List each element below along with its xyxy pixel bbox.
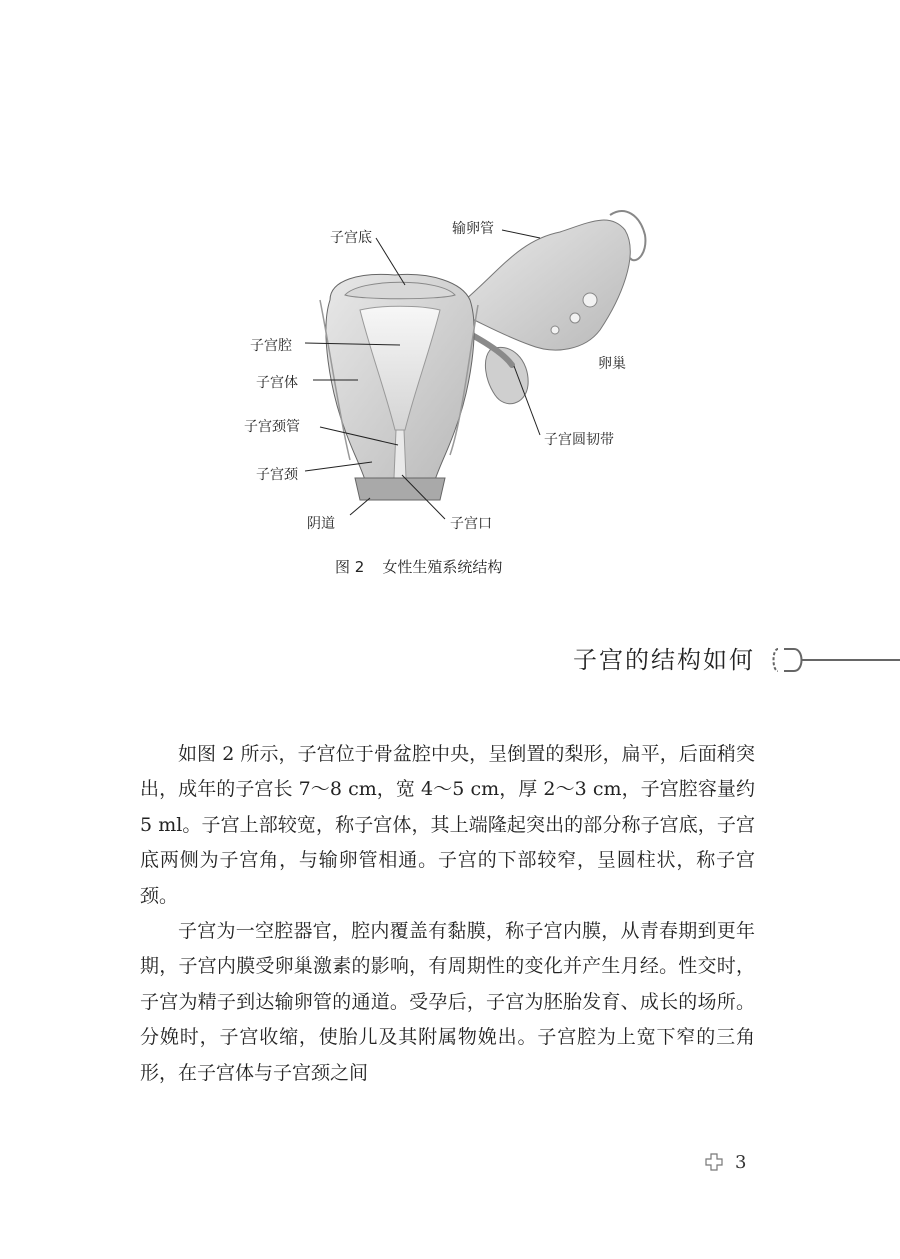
paragraph: 子宫为一空腔器官，腔内覆盖有黏膜，称子宫内膜，从青春期到更年期，子宫内膜受卵巢激素的影响，有周期性的变化并产生月经。性交时，子宫为精子到达输卵管的通道。受孕后，子宫为胚胎发育、成长的场所。分娩时，子宫收缩，使胎儿及其附属物娩出。子宫腔为上宽下窄的三角形，在子宫体与子宫颈之间 [140, 920, 755, 1084]
label-fundus: 子宫底 [330, 230, 372, 246]
label-uterine-cavity: 子宫腔 [250, 338, 292, 354]
label-cervical-canal: 子宫颈管 [244, 419, 300, 435]
ovary-follicle [583, 293, 597, 307]
ovary-follicle [570, 313, 580, 323]
title-decoration-icon [770, 645, 900, 675]
figure-caption-number: 图 2 [335, 558, 365, 576]
figure-caption [335, 556, 502, 577]
label-round-ligament: 子宫圆韧带 [544, 432, 614, 448]
page-footer [705, 1150, 746, 1174]
cervical-canal-shape [394, 430, 406, 478]
label-vagina: 阴道 [307, 516, 335, 532]
paragraph: 如图 2 所示，子宫位于骨盆腔中央，呈倒置的梨形，扁平，后面稍突出，成年的子宫长 7～8 cm，宽 4～5 cm，厚 2～3 cm，子宫腔容量约 5 ml。子宫上部较宽，称子宫体，其上端隆起突出的部分称子宫底，子宫底两侧为子宫角，与输卵管相通。子宫的下部较窄，呈圆柱状，称子宫颈。 [140, 743, 755, 907]
label-fallopian-tube: 输卵管 [452, 221, 494, 237]
fallopian-tube-shape [465, 220, 630, 350]
figure-caption-text: 女性生殖系统结构 [382, 558, 503, 576]
label-ovary: 卵巢 [598, 356, 626, 372]
ovary-follicle [551, 326, 559, 334]
plus-outline-icon [705, 1153, 723, 1171]
label-cervical-os: 子宫口 [450, 516, 492, 532]
label-cervix: 子宫颈 [256, 467, 298, 483]
vagina-shape [355, 478, 445, 500]
uterus-anatomy-illustration [0, 0, 900, 600]
body-text [140, 737, 755, 1091]
section-title: 子宫的结构如何 [573, 646, 755, 674]
label-uterine-body: 子宫体 [256, 375, 298, 391]
page-number: 3 [735, 1151, 747, 1173]
